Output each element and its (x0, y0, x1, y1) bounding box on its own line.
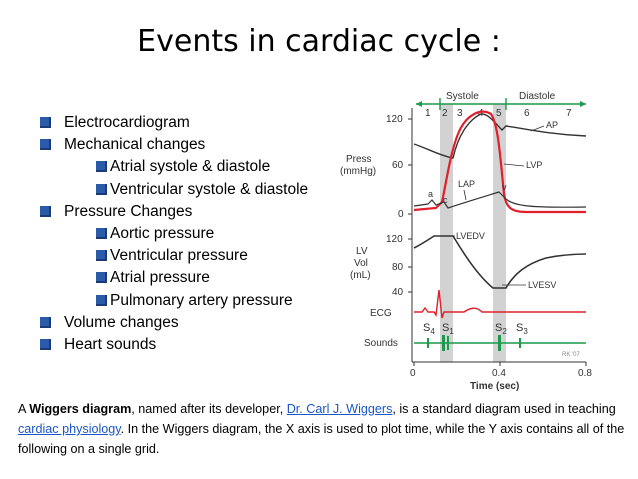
phase-diastole-label: Diastole (519, 91, 556, 102)
ap-label: AP (546, 120, 559, 130)
checkbox-bullet-icon (96, 295, 107, 306)
caption-bold-term: Wiggers diagram (29, 402, 132, 416)
phase-number: 1 (425, 108, 431, 119)
sub-bullet-item: Atrial pressure (40, 267, 308, 289)
c-wave-label: c (443, 195, 448, 205)
lvedv-label: LVEDV (456, 231, 485, 241)
lap-label: LAP (458, 179, 476, 189)
checkbox-bullet-icon (40, 139, 51, 150)
volume-axis-label: Vol (354, 258, 368, 269)
bullet-item: Heart sounds (40, 334, 308, 356)
pressure-axis-unit: (mmHg) (340, 166, 377, 177)
v-wave-label: v (502, 182, 507, 192)
phase-bar-arrow-left (416, 101, 422, 107)
phase-number: 7 (566, 108, 572, 119)
bullet-list (40, 112, 308, 356)
sub-bullet-item: Ventricular systole & diastole (40, 179, 308, 201)
s1-sound-mark (447, 336, 449, 350)
checkbox-bullet-icon (40, 339, 51, 350)
volume-tick: 40 (392, 287, 404, 298)
sound-label-s4: $S_4$ (423, 322, 435, 336)
phase-bar-arrow-right (580, 101, 586, 107)
checkbox-bullet-icon (96, 228, 107, 239)
time-tick: 0.8 (578, 368, 592, 379)
time-axis-label: Time (sec) (470, 381, 520, 392)
sound-label-s2: $S_2$ (495, 322, 507, 336)
sound-label-s3: $S_3$ (516, 322, 528, 336)
lap-pointer (464, 190, 466, 200)
sounds-label: Sounds (364, 338, 398, 349)
checkbox-bullet-icon (96, 161, 107, 172)
phase-number: 2 (442, 108, 448, 119)
sub-bullet-item: Aortic pressure (40, 223, 308, 245)
phase-number: 3 (457, 108, 463, 119)
volume-axis-unit: (mL) (350, 270, 371, 281)
volume-axis-label: LV (356, 246, 368, 257)
sub-bullet-item: Pulmonary artery pressure (40, 290, 308, 312)
s2-sound-mark (498, 335, 501, 351)
pressure-tick: 0 (398, 209, 404, 220)
bullet-item: Mechanical changes (40, 134, 308, 156)
cardiac-physiology-link[interactable]: cardiac physiology (18, 422, 121, 436)
checkbox-bullet-icon (96, 250, 107, 261)
checkbox-bullet-icon (96, 184, 107, 195)
phase-systole-label: Systole (446, 91, 479, 102)
bullet-item: Volume changes (40, 312, 308, 334)
ecg-label: ECG (370, 308, 392, 319)
carl-wiggers-link[interactable]: Dr. Carl J. Wiggers (286, 402, 393, 416)
pressure-tick: 60 (392, 160, 404, 171)
signature: RK '07 (562, 352, 580, 358)
sub-bullet-item: Ventricular pressure (40, 245, 308, 267)
s3-sound-mark (519, 338, 521, 348)
checkbox-bullet-icon (40, 206, 51, 217)
wiggers-diagram (336, 84, 636, 394)
lvp-label: LVP (526, 160, 543, 170)
time-tick: 0.4 (492, 368, 506, 379)
pressure-axis-label: Press (346, 154, 372, 165)
volume-tick: 120 (386, 234, 403, 245)
sub-bullet-item: Atrial systole & diastole (40, 156, 308, 178)
caption-paragraph: A Wiggers diagram, named after its developer, Dr. Carl J. Wiggers, is a standard diagram used in teaching cardiac physiology. In the Wiggers diagram, the X axis is used to plot time, while the Y axis contains all of the following on a single grid. (18, 402, 625, 456)
phase-number: 6 (524, 108, 530, 119)
checkbox-bullet-icon (40, 317, 51, 328)
bullet-item: Electrocardiogram (40, 112, 308, 134)
volume-tick: 80 (392, 262, 404, 273)
ap-pointer (531, 126, 544, 131)
phase-number: 4 (478, 108, 484, 119)
slide-title: Events in cardiac cycle : (137, 24, 501, 59)
checkbox-bullet-icon (40, 117, 51, 128)
checkbox-bullet-icon (96, 272, 107, 283)
bullet-item: Pressure Changes (40, 201, 308, 223)
pressure-tick: 120 (386, 114, 403, 125)
phase-number: 5 (496, 108, 502, 119)
sound-label-s1: $S_1$ (442, 322, 454, 336)
lvp-pointer (504, 164, 524, 166)
s4-sound-mark (427, 338, 429, 348)
time-tick: 0 (410, 368, 416, 379)
a-wave-label: a (428, 189, 434, 199)
s1-sound-mark (442, 335, 445, 351)
lvesv-label: LVESV (528, 280, 557, 290)
